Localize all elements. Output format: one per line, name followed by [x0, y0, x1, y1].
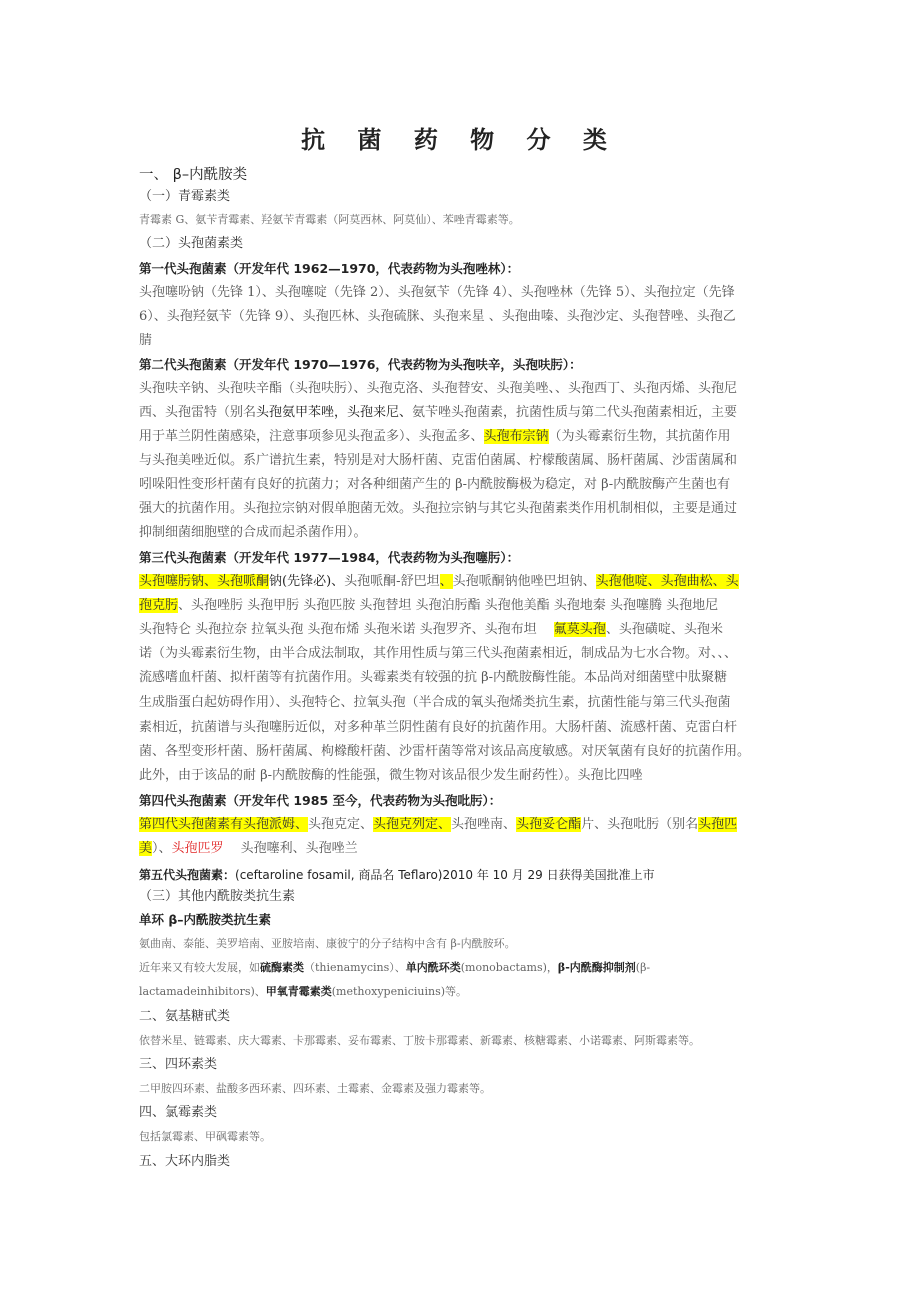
text-run: 与头孢美唑近似。系广谱抗生素，特别是对大肠杆菌、克雷伯菌属、柠檬酸菌属、肠杆菌属、沙雷菌属和 [139, 453, 738, 468]
bold-text: 硫酶素类 [260, 961, 304, 974]
highlighted-text: 头孢匹 [698, 817, 738, 832]
text-run: （thienamycins）、 [304, 961, 406, 974]
text-run: 氨曲南、泰能、美罗培南、亚胺培南、康彼宁的分子结构中含有 β-内酰胺环。 [139, 937, 516, 950]
bold-text: 甲氧青霉素类 [265, 985, 332, 998]
paragraph-line [139, 645, 737, 663]
text-run: (β- [635, 961, 651, 974]
highlighted-text: 孢克肟 [139, 598, 179, 613]
section-heading [139, 1056, 217, 1074]
text-run: 素相近，抗菌谱与头孢噻肟近似，对多种革兰阴性菌有良好的抗菌作用。大肠杆菌、流感杆菌、克雷白杆 [139, 720, 738, 735]
paragraph-line [139, 1080, 491, 1098]
text-run: （一）青霉素类 [139, 189, 231, 204]
paragraph-line [139, 866, 655, 884]
paragraph-line [139, 1128, 271, 1146]
paragraph-line [139, 743, 750, 761]
text-run: 腈 [139, 333, 153, 348]
paragraph-line [139, 308, 736, 326]
text-run: (methoxypeniciuins)等。 [331, 985, 467, 998]
text-run: 西、头孢雷特（别名 [139, 405, 257, 420]
text-run: ）、 [152, 841, 172, 856]
text-run: 头孢噻吩钠（先锋 1）、头孢噻啶（先锋 2）、头孢氨苄（先锋 4）、头孢唑林（先锋 5）、头孢拉定（先锋 [139, 285, 735, 300]
highlighted-text: 头孢噻肟钠、头孢哌酮 [139, 574, 270, 589]
highlighted-text: 、 [439, 574, 453, 589]
section-heading [139, 888, 295, 906]
text-run: 四、氯霉素类 [139, 1105, 218, 1120]
paragraph-line [139, 1032, 700, 1050]
text-run: 强大的抗菌作用。头孢拉宗钠对假单胞菌无效。头孢拉宗钠与其它头孢菌素类作用机制相似，主要是通过 [139, 501, 738, 516]
paragraph-line [139, 983, 467, 1001]
text-run: 第三代头孢菌素（开发年代 1977—1984，代表药物为头孢噻肟）： [139, 550, 520, 565]
highlighted-text: 头孢布宗钠 [483, 429, 549, 444]
text-run: 二、氨基糖甙类 [139, 1009, 231, 1024]
text-run: 此外，由于该品的耐 β-内酰胺酶的性能强，微生物对该品很少发生耐药性）。头孢比四唑 [139, 768, 643, 783]
text-run: 第二代头孢菌素（开发年代 1970—1976，代表药物为头孢呋辛，头孢呋肟）： [139, 357, 582, 372]
highlighted-text: 头孢他啶、头孢曲松、头 [595, 574, 739, 589]
text-run: 单环 β–内酰胺类抗生素 [139, 912, 272, 927]
text-run: 近年来又有较大发展，如 [139, 961, 260, 974]
paragraph-line [139, 767, 643, 785]
text-run: 头孢呋辛钠、头孢呋辛酯（头孢呋肟）、头孢克洛、头孢替安、头孢美唑、、头孢西丁、头孢丙烯、头孢尼 [139, 381, 738, 396]
highlighted-text: 头孢克列定、 [373, 817, 452, 832]
text-run: （二）头孢菌素类 [139, 236, 244, 251]
text-run: (ceftaroline fosamil, 商品名 Teflaro)2010 年 10 月 29 日获得美国批准上市 [235, 868, 655, 882]
paragraph-line [139, 380, 737, 398]
text-run: 第四代头孢菌素（开发年代 1985 至今，代表药物为头孢吡肟）： [139, 793, 502, 808]
text-run: 钠(先锋必)、 [269, 574, 345, 589]
text-run: 二甲胺四环素、盐酸多西环素、四环素、土霉素、金霉素及强力霉素等。 [139, 1082, 491, 1095]
text-run: 流感嗜血杆菌、拟杆菌等有抗菌作用。头霉素类有较强的抗 β-内酰胺酶性能。本品尚对细菌壁中肽聚糖 [139, 670, 728, 685]
text-run: 头孢噻利、头孢唑兰 [223, 841, 358, 856]
red-text: 头孢匹罗 [171, 841, 224, 856]
text-run: 头孢特仑 头孢拉奈 拉氧头孢 头孢布烯 头孢米诺 头孢罗齐、头孢布坦 [139, 622, 554, 637]
text-run: 第一代头孢菌素（开发年代 1962—1970，代表药物为头孢唑林）： [139, 261, 520, 276]
highlighted-text: 美 [139, 841, 153, 856]
paragraph-line [139, 573, 739, 591]
section-heading [139, 235, 243, 253]
section-heading [139, 356, 582, 374]
paragraph-line [139, 404, 737, 422]
paragraph-line [139, 211, 520, 229]
section-heading [139, 1153, 230, 1171]
text-run: 、头孢唑肟 头孢甲肟 头孢匹胺 头孢替坦 头孢泊肟酯 头孢他美酯 头孢地秦 头孢噻腾 头孢地尼 [178, 598, 719, 613]
text-run: 头孢克定、 [308, 817, 374, 832]
highlighted-text: 氟莫头孢 [553, 622, 606, 637]
paragraph-line [139, 284, 735, 302]
text-run: 片、头孢吡肟（别名 [581, 817, 699, 832]
highlighted-text: 头孢妥仑酯 [516, 817, 582, 832]
text-run: 头孢氨甲苯唑，头孢来尼、 [256, 405, 413, 420]
text-run: 氨苄唑头孢菌素，抗菌性质与第二代头孢菌素相近，主要 [412, 405, 738, 420]
text-run: 头孢唑南、 [451, 817, 517, 832]
section-heading [139, 549, 519, 567]
text-run: 青霉素 G、氨苄青霉素、羟氨苄青霉素（阿莫西林、阿莫仙）、苯唑青霉素等。 [139, 213, 520, 226]
highlighted-text: 第四代头孢菌素有头孢派姆、 [139, 817, 309, 832]
section-heading [139, 188, 230, 206]
text-run: 头孢哌酮钠他唑巴坦钠、 [452, 574, 596, 589]
section-heading [139, 166, 247, 184]
paragraph-line [139, 428, 731, 446]
section-heading [139, 1008, 230, 1026]
paragraph-line [139, 500, 737, 518]
text-run: 用于革兰阴性菌感染，注意事项参见头孢孟多）、头孢孟多、 [139, 429, 484, 444]
section-heading [139, 792, 501, 810]
paragraph-line [139, 597, 718, 615]
bold-text: 单内酰环类 [405, 961, 461, 974]
text-run: （三）其他内酰胺类抗生素 [139, 889, 296, 904]
text-run: 三、四环素类 [139, 1057, 218, 1072]
paragraph-line [139, 694, 731, 712]
text-run: 头孢哌酮-舒巴坦 [344, 574, 440, 589]
section-heading [139, 911, 271, 929]
paragraph-line [139, 816, 737, 834]
document-title: 抗 菌 药 物 分 类 [301, 126, 619, 154]
bold-text: β-内酰酶抑制剂 [557, 961, 636, 974]
text-run: 6）、头孢羟氨苄（先锋 9）、头孢匹林、头孢硫脒、头孢来星 、头孢曲嗪、头孢沙定、头孢替唑、头孢乙 [139, 309, 736, 324]
text-run: 吲哚阳性变形杆菌有良好的抗菌力；对各种细菌产生的 β-内酰胺酶极为稳定，对 β-内酰胺酶产生菌也有 [139, 477, 731, 492]
paragraph-line [139, 669, 727, 687]
paragraph-line [139, 719, 737, 737]
text-run: 包括氯霉素、甲砜霉素等。 [139, 1130, 271, 1143]
text-run: 抑制细菌细胞壁的合成而起杀菌作用）。 [139, 525, 367, 540]
paragraph-line [139, 524, 367, 542]
paragraph-line [139, 935, 516, 953]
text-run: 诺（为头霉素衍生物，由半合成法制取，其作用性质与第三代头孢菌素相近，制成品为七水合物。对、、、 [139, 646, 738, 661]
text-run: lactamadeinhibitors)、 [139, 985, 266, 998]
text-run: (monobactams)， [460, 961, 558, 974]
text-run: 、头孢磺啶、头孢米 [605, 622, 723, 637]
paragraph-line [139, 452, 737, 470]
paragraph-line [139, 959, 650, 977]
text-run: 依替米星、链霉素、庆大霉素、卡那霉素、妥布霉素、丁胺卡那霉素、新霉素、核糖霉素、小诺霉素、阿斯霉素等。 [139, 1034, 700, 1047]
paragraph-line [139, 621, 723, 639]
text-run: 菌、各型变形杆菌、肠杆菌属、枸橼酸杆菌、沙雷杆菌等常对该品高度敏感。对厌氧菌有良好的抗菌作用。 [139, 744, 751, 759]
text-run: 生成脂蛋白起妨碍作用）、头孢特仑、拉氧头孢（半合成的氧头孢烯类抗生素，抗菌性能与第三代头孢菌 [139, 695, 731, 710]
paragraph-line [139, 840, 358, 858]
bold-text: 第五代头孢菌素： [139, 868, 236, 882]
paragraph-line [139, 332, 152, 350]
text-run: 五、大环内脂类 [139, 1154, 231, 1169]
text-run: （为头霉素衍生物，其抗菌作用 [548, 429, 731, 444]
text-run: 一、 β–内酰胺类 [139, 167, 248, 183]
section-heading [139, 260, 519, 278]
paragraph-line [139, 476, 730, 494]
section-heading [139, 1104, 217, 1122]
